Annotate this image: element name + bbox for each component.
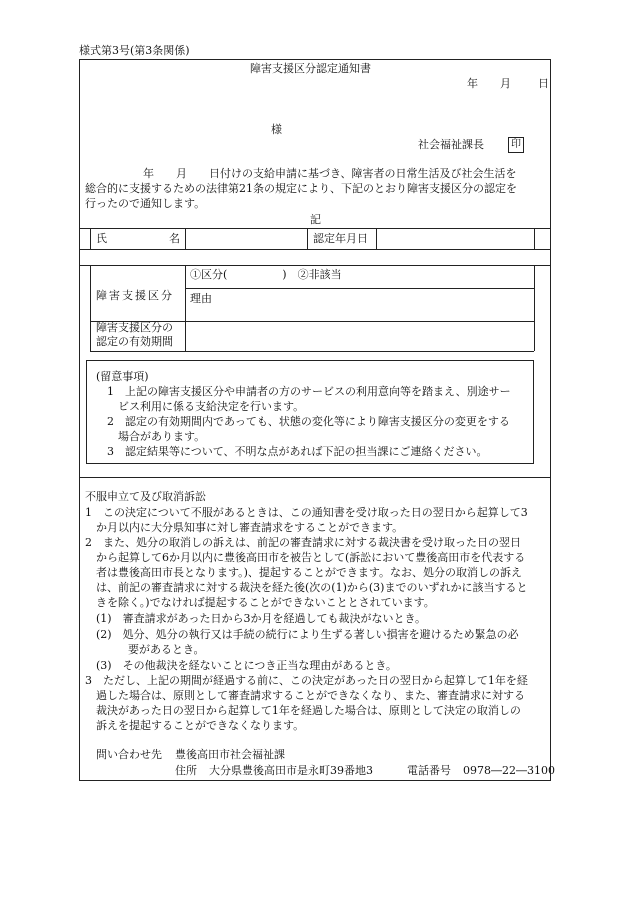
- table-name-row-rule: [79, 249, 551, 250]
- table-validity-bottom-rule: [90, 351, 534, 352]
- appeal-sub-2-line-2: 要があるとき。: [128, 643, 205, 656]
- contact-phone-label: 電話番号: [407, 764, 451, 777]
- name-row-date-rule: [307, 228, 308, 249]
- table-top-rule: [79, 228, 551, 229]
- table-gap-rule: [79, 265, 551, 266]
- name-row-mid-rule: [185, 228, 186, 249]
- validity-label-1: 障害支援区分の: [96, 321, 173, 334]
- contact-department: 豊後高田市社会福祉課: [175, 748, 285, 761]
- name-label-1: 氏: [96, 232, 107, 245]
- appeal-section-rule: [79, 477, 551, 478]
- name-row-left-rule: [90, 228, 91, 249]
- appeal-p2-line-1: 2 また、処分の取消しの訴えは、前記の審査請求に対する裁決書を受け取った日の翌日: [85, 536, 521, 549]
- seal-mark: 印: [508, 137, 524, 153]
- cert-date-label: 認定年月日: [313, 232, 368, 245]
- notes-heading: (留意事項): [96, 370, 149, 383]
- category-label: 障害支援区分: [96, 289, 174, 302]
- appeal-p2-line-5: きを除く。)でなければ提起することができないこととされています。: [96, 596, 435, 609]
- date-day: 日: [538, 77, 549, 90]
- section-left-rule: [90, 265, 91, 351]
- name-row-right-rule: [534, 228, 535, 249]
- appeal-sub-1: (1) 審査請求があった日から3か月を経過しても裁決がないとき。: [96, 612, 427, 625]
- contact-label: 問い合わせ先: [96, 748, 162, 761]
- contact-address: 大分県豊後高田市是永町39番地3: [209, 764, 373, 777]
- form-number-label: 様式第3号(第3条関係): [79, 44, 190, 57]
- name-label-2: 名: [169, 232, 180, 245]
- contact-address-label: 住所: [175, 764, 197, 777]
- appeal-sub-2-line-1: (2) 処分、処分の執行又は手続の続行により生ずる著しい損害を避けるため緊急の必: [96, 628, 519, 641]
- appeal-p1-line-2: か月以内に大分県知事に対し審査請求をすることができます。: [96, 521, 404, 534]
- note-2-line-1: 2 認定の有効期間内であっても、状態の変化等により障害支援区分の変更をする: [107, 415, 510, 428]
- date-year: 年: [467, 77, 478, 90]
- document-title: 障害支援区分認定通知書: [250, 62, 371, 75]
- category-options: ①区分( ) ②非該当: [190, 268, 342, 281]
- appeal-p2-line-2: から起算して6か月以内に豊後高田市を被告として(訴訟において豊後高田市を代表する: [96, 551, 526, 564]
- issuer-title: 社会福祉課長: [418, 138, 484, 151]
- appeal-p3-line-4: 訴えを提起することができなくなります。: [96, 719, 305, 732]
- ki-mark: 記: [310, 213, 321, 226]
- note-1-line-1: 1 上記の障害支援区分や申請者の方のサービスの利用意向等を踏まえ、別途サー: [107, 385, 511, 398]
- appeal-p2-line-4: は、前記の審査請求に対する裁決を経た後(次の(1)から(3)までのいずれかに該当すると: [96, 581, 528, 594]
- note-3-line-1: 3 認定結果等について、不明な点があれば下記の担当課にご連絡ください。: [107, 445, 488, 458]
- addressee-suffix: 様: [271, 123, 282, 136]
- reason-label: 理由: [190, 292, 212, 305]
- date-month: 月: [500, 77, 511, 90]
- appeal-p1-line-1: 1 この決定について不服があるときは、この通知書を受け取った日の翌日から起算して3: [85, 506, 528, 519]
- note-2-line-2: 場合があります。: [118, 430, 206, 443]
- appeal-p3-line-1: 3 ただし、上記の期間が経過する前に、この決定があった日の翌日から起算して1年を経: [85, 674, 528, 687]
- appeal-heading: 不服申立て及び取消訴訟: [85, 490, 206, 503]
- appeal-sub-3: (3) その他裁決を経ないことにつき正当な理由があるとき。: [96, 659, 397, 672]
- note-1-line-2: ビス利用に係る支給決定を行います。: [118, 400, 305, 413]
- intro-line-3: 行ったので通知します。: [85, 197, 206, 210]
- appeal-p3-line-3: 裁決があった日の翌日から起算して1年を経過した場合は、原則として決定の取消しの: [96, 704, 521, 717]
- appeal-p3-line-2: 過した場合は、原則として審査請求することができなくなり、また、審査請求に対する: [96, 689, 525, 702]
- appeal-p2-line-3: 者は豊後高田市長となります。)、提起することができます。なお、処分の取消しの訴え: [96, 566, 523, 579]
- table-category-split-rule: [185, 288, 534, 289]
- section-mid-rule: [185, 265, 186, 351]
- intro-line-2: 総合的に支援するための法律第21条の規定により、下記のとおり障害支援区分の認定を: [85, 182, 517, 195]
- contact-phone: 0978―22―3100: [463, 764, 555, 777]
- validity-label-2: 認定の有効期間: [96, 335, 173, 348]
- section-right-rule: [534, 265, 535, 351]
- name-row-date-value-rule: [376, 228, 377, 249]
- intro-line-1: 年 月 日付けの支給申請に基づき、障害者の日常生活及び社会生活を: [143, 167, 517, 180]
